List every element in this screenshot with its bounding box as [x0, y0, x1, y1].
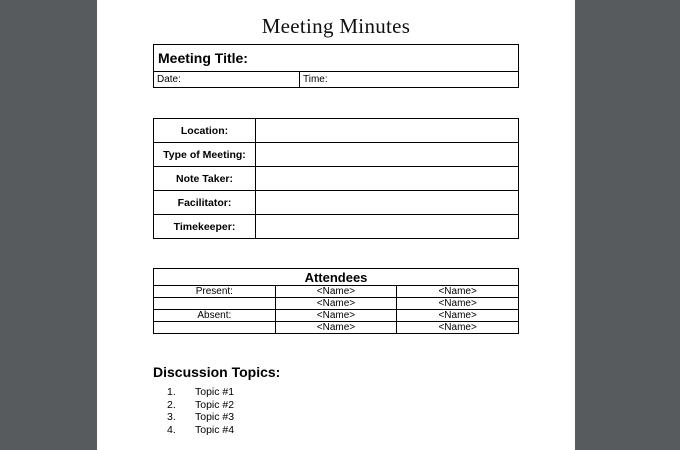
attendee-name-cell[interactable]: <Name> [397, 310, 519, 322]
discussion-topics-list [167, 386, 234, 436]
attendees-table [153, 268, 519, 334]
list-item [167, 411, 234, 424]
absent-extra-cell [154, 322, 276, 334]
document-title: Meeting Minutes [261, 14, 411, 38]
attendee-name-cell[interactable]: <Name> [275, 286, 397, 298]
timekeeper-label: Timekeeper: [154, 215, 256, 239]
attendees-heading: Attendees [154, 269, 519, 286]
type-of-meeting-label: Type of Meeting: [154, 143, 256, 167]
facilitator-label: Facilitator: [154, 191, 256, 215]
meeting-header-table [153, 44, 519, 88]
note-taker-label: Note Taker: [154, 167, 256, 191]
meeting-details-table [153, 118, 519, 239]
list-item [167, 386, 234, 399]
document-page [97, 0, 575, 450]
meeting-title-field[interactable]: Meeting Title: [154, 45, 519, 72]
attendee-name-cell[interactable]: <Name> [397, 322, 519, 334]
attendee-name-cell[interactable]: <Name> [397, 298, 519, 310]
date-field[interactable]: Date: [154, 72, 300, 88]
topic-text: Topic #3 [195, 411, 235, 423]
topic-number: 3. [167, 411, 176, 423]
timekeeper-field[interactable] [256, 215, 519, 239]
topic-number: 2. [167, 398, 176, 411]
time-field[interactable]: Time: [300, 72, 519, 88]
topic-text: Topic #4 [195, 423, 235, 436]
location-label: Location: [154, 119, 256, 143]
discussion-topics-heading: Discussion Topics: [153, 364, 281, 380]
attendee-name-cell[interactable]: <Name> [397, 286, 519, 298]
attendee-name-cell[interactable]: <Name> [275, 322, 397, 334]
attendee-name-cell[interactable]: <Name> [275, 310, 397, 322]
absent-label: Absent: [154, 310, 276, 322]
note-taker-field[interactable] [256, 167, 519, 191]
topic-text: Topic #2 [195, 398, 235, 411]
attendee-name-cell[interactable]: <Name> [275, 298, 397, 310]
facilitator-field[interactable] [256, 191, 519, 215]
present-label: Present: [154, 286, 276, 298]
type-of-meeting-field[interactable] [256, 143, 519, 167]
topic-number: 1. [167, 386, 176, 398]
list-item [167, 399, 234, 412]
list-item [167, 424, 234, 437]
location-field[interactable] [256, 119, 519, 143]
topic-number: 4. [167, 423, 176, 436]
topic-text: Topic #1 [195, 386, 235, 398]
present-extra-cell [154, 298, 276, 310]
